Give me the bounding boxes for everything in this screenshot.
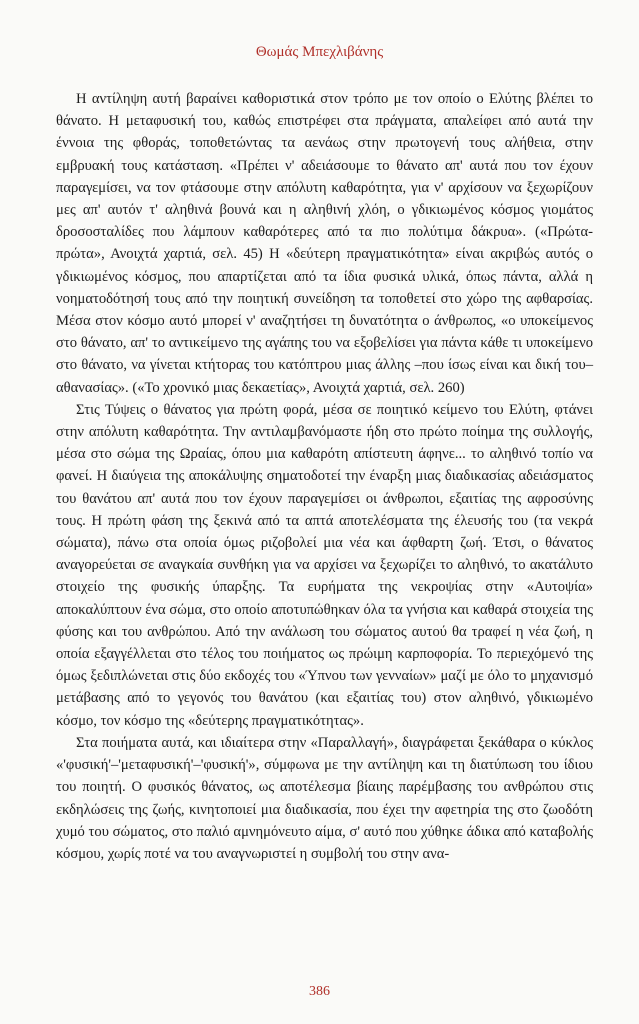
paragraph-3: Στα ποιήματα αυτά, και ιδιαίτερα στην «Παραλλαγή», διαγράφεται ξεκάθαρα ο κύκλος «'φυσική'–'μεταφυσική'–'φυσική'», σύμφωνα με την αντίληψη και τη διατύπωση του ίδιου του ποιητή. Ο φυσικός θάνατος, ως αποτέλεσμα βίαιης παρέμβασης του ανθρώπου στις εκδηλώσεις της ζωής, κινητοποιεί μια διαδικασία, που έχει την αφετηρία της στο ζωοδότη χυμό του σώματος, στο παλιό αμνημόνευτο αίμα, σ' αυτό που χύθηκε άδικα από καταβολής κόσμου, χωρίς ποτέ να του αναγνωριστεί η συμβολή του στην ανα- (56, 734, 593, 862)
paragraph-1: Η αντίληψη αυτή βαραίνει καθοριστικά στον τρόπο με τον οποίο ο Ελύτης βλέπει το θάνατο. Η μεταφυσική του, καθώς επιστρέφει στα πράγματα, απαλείφει από αυτά την έννοια της φθοράς, τοποθετώντας τα αενάως στην πρωτογενή τους αλήθεια, στην εμβρυακή τους κατάσταση. «Πρέπει ν' αδειάσουμε το θάνατο απ' αυτά που τον έχουν παραγεμίσει, να τον φτάσουμε στην απόλυτη καθαρότητα, για ν' αρχίσουν να ξεχωρίζουν μες απ' αυτόν τ' αληθινά βουνά και η αληθινή χλόη, ο γδικιωμένος κόσμος γιομάτος δροσοσταλίδες που λάμπουν καθαρότερες από τα πιο πολύτιμα δάκρυα». («Πρώτα-πρώτα», Ανοιχτά χαρτιά, σελ. 45) Η «δεύτερη πραγματικότητα» είναι ακριβώς αυτός ο γδικιωμένος κόσμος, που απαρτίζεται από τα ίδια φυσικά υλικά, όπως πάντα, αλλά η νοηματοδότησή τους από την ποιητική συνείδηση τα τοποθετεί στο χώρο της αφθαρσίας. Μέσα στον κόσμο αυτό μπορεί ν' αναζητήσει τη δυνατότητα ο άνθρωπος, «ο υποκείμενος στο θάνατο, απ' το αντικείμενο της αγάπης του να εξοβελίσει για πάντα κάθε τι υποκείμενο στο θάνατο, να γίνεται κτήτορας του κατόπτρου μιας άλλης –που ίσως είναι και δική του– αθανασίας». («Το χρονικό μιας δεκαετίας», Ανοιχτά χαρτιά, σελ. 260) (56, 91, 593, 396)
body-text (56, 88, 593, 865)
paragraph-2: Στις Τύψεις ο θάνατος για πρώτη φορά, μέσα σε ποιητικό κείμενο του Ελύτη, φτάνει στην απόλυτη καθαρότητα. Την αντιλαμβανόμαστε ήδη στο πρώτο ποίημα της συλλογής, μέσα στο σώμα της Ωραίας, όπου μια καθαρότη απίστευτη άφηνε... το αληθινό τοπίο να φανεί. Η διαύγεια της αποκάλυψης σηματοδοτεί την έναρξη μιας διαδικασίας αδειάσματος του θανάτου απ' αυτά που τον έχουν παραγεμίσει οι άνθρωποι, εξαιτίας της αφροσύνης τους. Η πρώτη φάση της ξεκινά από τα απτά αποτελέσματα της έλευσής του (τα νεκρά σώματα), πάνω στα οποία όμως ριζοβολεί μια νέα και άφθαρτη ζωή. Έτσι, ο θάνατος αναγορεύεται σε αναγκαία συνθήκη για να αρχίσει να ξεχωρίζει το αληθινό, το ακατάλυτο στοιχείο της φυσικής ύπαρξης. Τα ευρήματα της νεκροψίας στην «Αυτοψία» αποκαλύπτουν ένα σώμα, στο οποίο αποτυπώθηκαν όλα τα γνήσια και καθαρά στοιχεία της φύσης και του ανθρώπου. Από την ανάλωση του σώματος αυτού θα τραφεί η νέα ζωή, η οποία εξαγγέλλεται στο τέλος του ποιήματος ως πρώιμη καρποφορία. Το περιεχόμενό της όμως ξεδιπλώνεται στις δύο εκδοχές του «Ύπνου των γενναίων» μαζί με όλο το μηχανισμό μετάβασης από το γεγονός του θανάτου (και εξαιτίας του) στον αληθινό, γδικιωμένο κόσμο, τον κόσμο της «δεύτερης πραγματικότητας». (56, 401, 593, 729)
running-head: Θωμάς Μπεχλιβάνης (255, 44, 384, 60)
page-number: 386 (309, 984, 330, 999)
